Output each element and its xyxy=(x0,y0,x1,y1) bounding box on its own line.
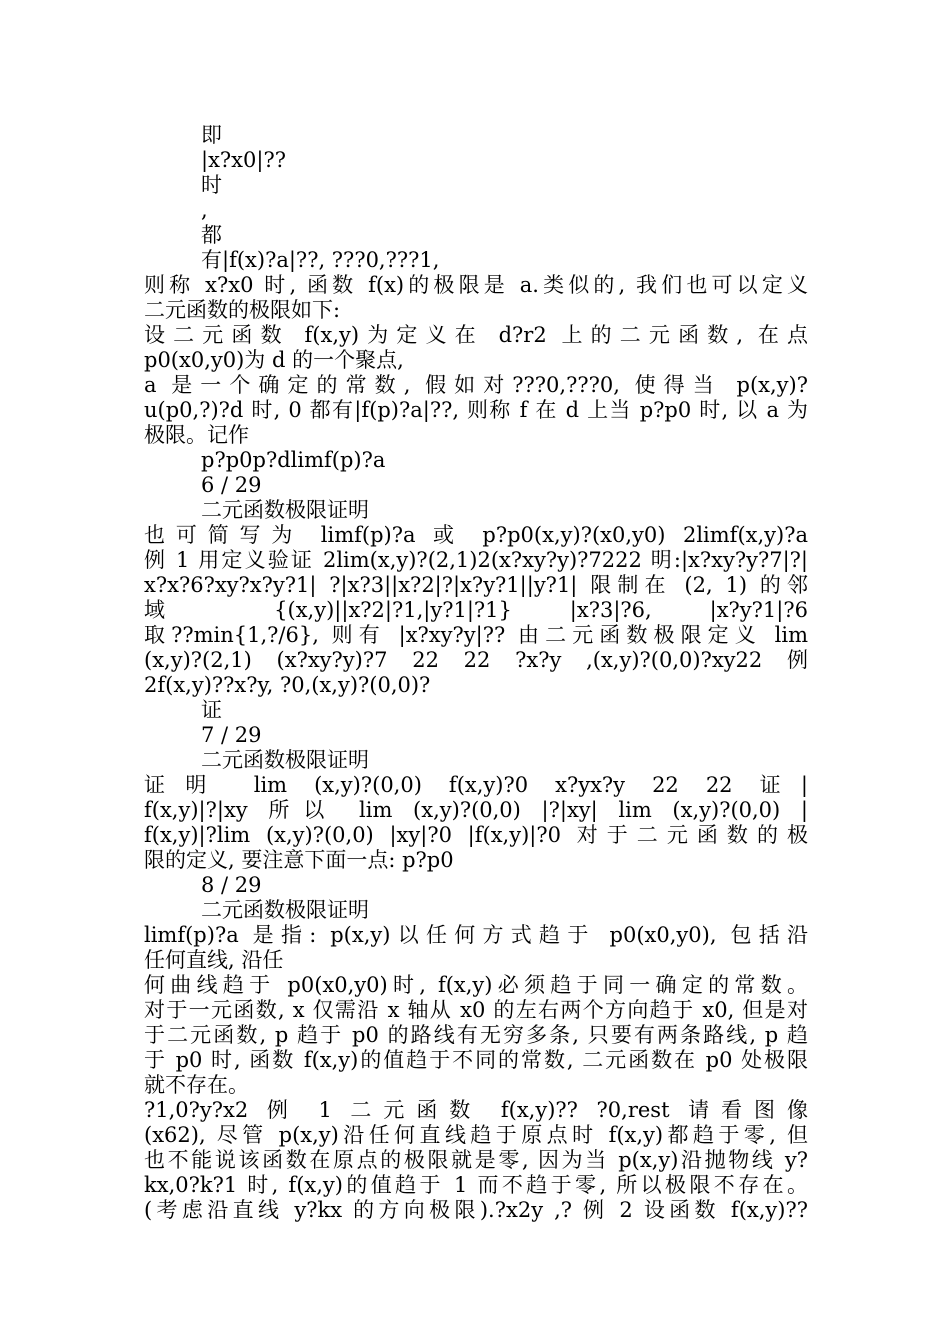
text-line: 有|f(x)?a|??, ???0,???1, xyxy=(201,248,440,272)
text-line: 取??min{1,?/6}, 则有 |x?xy?y|?? 由二元函数极限定义 lim xyxy=(144,623,808,647)
text-line: 于二元函数, p 趋于 p0 的路线有无穷多条, 只要有两条路线, p 趋 xyxy=(144,1023,808,1047)
text-line: 都 xyxy=(201,223,222,247)
section-heading: 二元函数极限证明 xyxy=(201,898,369,922)
text-line: 域 {(x,y)||x?2|?1,|y?1|?1} |x?3|?6, |x?y?1|?6 xyxy=(144,598,808,622)
text-line: f(x,y)|?lim (x,y)?(0,0) |xy|?0 |f(x,y)|?0 对于二元函数的极 xyxy=(144,823,808,847)
text-line: (x62), 尽管 p(x,y)沿任何直线趋于原点时 f(x,y)都趋于零, 但 xyxy=(144,1123,808,1147)
section-heading: 二元函数极限证明 xyxy=(201,748,369,772)
text-line: 就不存在。 xyxy=(144,1073,249,1097)
text-line: (x,y)?(2,1) (x?xy?y)?7 22 22 ?x?y ,(x,y)?(0,0)?xy22 例 xyxy=(144,648,808,672)
text-line: a 是一个确定的常数, 假如对???0,???0, 使得当 p(x,y)? xyxy=(144,373,808,397)
page-number: 7 / 29 xyxy=(201,723,262,747)
text-line: 也可简写为 limf(p)?a 或 p?p0(x,y)?(x0,y0) 2limf(x,y)?a xyxy=(144,523,808,547)
text-line: 则称 x?x0 时, 函数 f(x)的极限是 a.类似的, 我们也可以定义 xyxy=(144,273,808,297)
text-line: (考虑沿直线 y?kx 的方向极限).?x2y ,? 例 2 设函数 f(x,y)?? xyxy=(144,1198,808,1222)
text-line: 设二元函数 f(x,y)为定义在 d?r2 上的二元函数, 在点 xyxy=(144,323,808,347)
text-line: u(p0,?)?d 时, 0 都有|f(p)?a|??, 则称 f 在 d 上当 p?p0 时, 以 a 为 xyxy=(144,398,808,422)
text-line: p0(x0,y0)为 d 的一个聚点, xyxy=(144,348,404,372)
text-line: 证明 lim (x,y)?(0,0) f(x,y)?0 x?yx?y 22 22 证| xyxy=(144,773,808,797)
text-line: 二元函数的极限如下: xyxy=(144,298,341,322)
text-line: 2f(x,y)??x?y, ?0,(x,y)?(0,0)? xyxy=(144,673,431,697)
text-line: 例 1 用定义验证 2lim(x,y)?(2,1)2(x?xy?y)?7222 明:|x?xy?y?7|?| xyxy=(144,548,808,572)
page-number: 8 / 29 xyxy=(201,873,262,897)
text-line: 即 xyxy=(201,123,222,147)
text-line: p?p0p?dlimf(p)?a xyxy=(201,448,386,472)
text-line: , xyxy=(201,198,208,222)
text-line: |x?x0|?? xyxy=(201,148,286,172)
text-line: 限的定义, 要注意下面一点: p?p0 xyxy=(144,848,454,872)
text-line: 证 xyxy=(201,698,222,722)
text-line: 时 xyxy=(201,173,222,197)
section-heading: 二元函数极限证明 xyxy=(201,498,369,522)
text-line: limf(p)?a 是指: p(x,y)以任何方式趋于 p0(x0,y0), 包括沿 xyxy=(144,923,808,947)
text-line: 对于一元函数, x 仅需沿 x 轴从 x0 的左右两个方向趋于 x0, 但是对 xyxy=(144,998,808,1022)
text-line: 任何直线, 沿任 xyxy=(144,948,284,972)
text-line: x?x?6?xy?x?y?1| ?|x?3||x?2|?|x?y?1||y?1| 限制在 (2, 1) 的邻 xyxy=(144,573,808,597)
text-line: ?1,0?y?x2 例 1 二元函数 f(x,y)?? ?0,rest 请看图像 xyxy=(144,1098,808,1122)
page-number: 6 / 29 xyxy=(201,473,262,497)
text-line: 于 p0 时, 函数 f(x,y)的值趋于不同的常数, 二元函数在 p0 处极限 xyxy=(144,1048,808,1072)
text-line: 极限。记作 xyxy=(144,423,249,447)
text-line: kx,0?k?1 时, f(x,y)的值趋于 1 而不趋于零, 所以极限不存在。 xyxy=(144,1173,808,1197)
text-line: f(x,y)|?|xy 所以 lim (x,y)?(0,0) |?|xy| lim (x,y)?(0,0) | xyxy=(144,798,808,822)
text-line: 何曲线趋于 p0(x0,y0)时, f(x,y)必须趋于同一确定的常数。 xyxy=(144,973,808,997)
text-line: 也不能说该函数在原点的极限就是零, 因为当 p(x,y)沿抛物线 y? xyxy=(144,1148,808,1172)
